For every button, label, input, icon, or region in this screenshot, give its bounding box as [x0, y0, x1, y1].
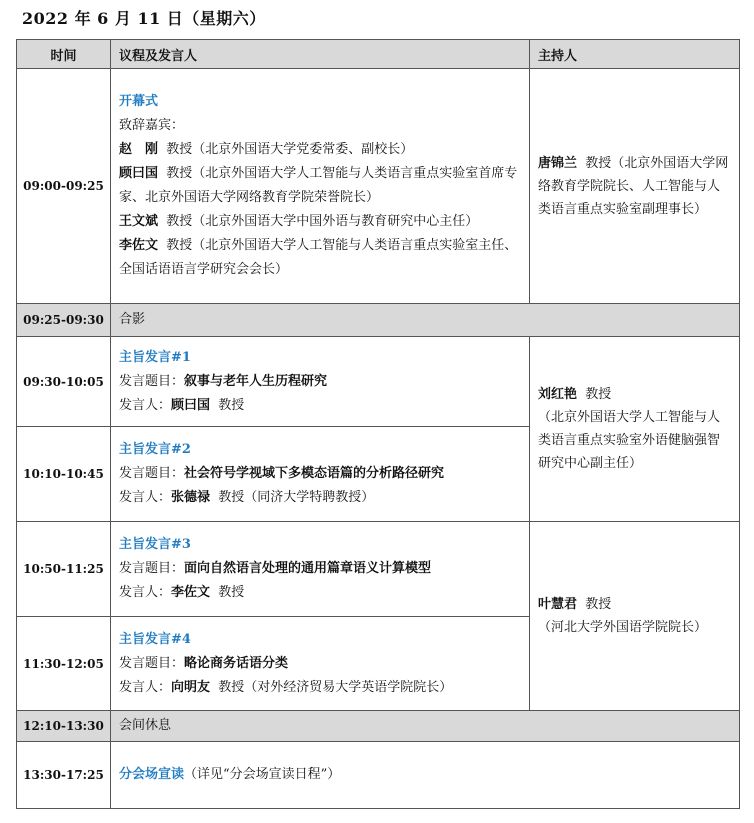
host-desc: 教授（北京外国语大学网络教育学院院长、人工智能与人类语言重点实验室副理事长）: [538, 155, 729, 217]
time-cell: 12:10-13:30: [17, 711, 111, 742]
agenda-cell: [111, 617, 530, 711]
schedule-table: [16, 39, 740, 809]
time-cell: 09:00-09:25: [17, 69, 111, 304]
keynote-title: 主旨发言#3: [119, 537, 191, 552]
time-cell: 11:30-12:05: [17, 617, 111, 711]
host-cell: [530, 69, 740, 304]
time-cell: 13:30-17:25: [17, 742, 111, 809]
topic-text: 社会符号学视域下多模态语篇的分析路径研究: [184, 466, 445, 481]
host-cell: [530, 522, 740, 711]
header-host: 主持人: [530, 40, 740, 69]
agenda-cell: [111, 69, 530, 304]
sessions-note: （详见“分会场宣读日程”）: [184, 767, 341, 782]
speaker-name: 赵 刚: [119, 142, 159, 157]
time-cell: 10:10-10:45: [17, 427, 111, 522]
topic-line: [119, 370, 521, 394]
session-title: 开幕式: [119, 94, 159, 109]
sessions-cell: [111, 742, 740, 809]
header-time: 时间: [17, 40, 111, 69]
speaker-desc: 教授（北京外国语大学人工智能与人类语言重点实验室主任、全国话语语言学研究会会长）: [119, 238, 518, 277]
speaker-line: [119, 676, 521, 700]
keynote-title: 主旨发言#1: [119, 349, 191, 365]
host-title: 教授: [585, 597, 612, 612]
table-row-break: [17, 711, 740, 742]
table-row-photo: [17, 304, 740, 337]
topic-label: 发言题目：: [119, 466, 185, 481]
table-row-keynote: [17, 522, 740, 617]
host-name: 叶慧君: [538, 597, 578, 612]
agenda-cell: [111, 427, 530, 522]
agenda-cell: [111, 522, 530, 617]
speaker-desc: 教授（同济大学特聘教授）: [218, 490, 375, 505]
page-title: 2022 年 6 月 11 日（星期六）: [22, 9, 266, 28]
speaker-desc: 教授（北京外国语大学党委常委、副校长）: [166, 142, 414, 157]
speaker-line: [119, 210, 521, 234]
topic-text: 面向自然语言处理的通用篇章语义计算模型: [184, 561, 432, 576]
host-name: 唐锦兰: [538, 155, 578, 171]
speaker-desc: 教授: [218, 397, 245, 413]
time-cell: 09:25-09:30: [17, 304, 111, 337]
sessions-title: 分会场宣读: [119, 767, 185, 782]
speaker-desc: 教授: [218, 585, 245, 600]
topic-label: 发言题目：: [119, 561, 185, 576]
photo-label: 合影: [111, 304, 740, 337]
host-title: 教授: [585, 387, 612, 402]
break-label: 会间休息: [111, 711, 740, 742]
topic-label: 发言题目：: [119, 373, 185, 389]
keynote-title: 主旨发言#2: [119, 442, 191, 457]
speaker-name: 王文斌: [119, 214, 159, 229]
speaker-name: 顾曰国: [171, 397, 211, 413]
speaker-label: 发言人：: [119, 679, 172, 695]
topic-line: [119, 557, 521, 581]
topic-text: 略论商务话语分类: [184, 655, 289, 671]
host-cell: [530, 337, 740, 522]
speaker-line: [119, 486, 521, 510]
table-row-opening: [17, 69, 740, 304]
speaker-label: 发言人：: [119, 490, 172, 505]
host-desc: （河北大学外国语学院院长）: [538, 620, 708, 635]
topic-label: 发言题目：: [119, 655, 185, 671]
keynote-title: 主旨发言#4: [119, 631, 191, 647]
speaker-desc: 教授（北京外国语大学中国外语与教育研究中心主任）: [166, 214, 479, 229]
speaker-name: 李佐文: [171, 585, 211, 600]
speaker-label: 发言人：: [119, 397, 172, 413]
table-row-sessions: [17, 742, 740, 809]
subtitle: 致辞嘉宾：: [119, 118, 185, 133]
table-row-keynote: [17, 337, 740, 427]
speaker-line: [119, 138, 521, 162]
topic-text: 叙事与老年人生历程研究: [184, 373, 328, 389]
speaker-line: [119, 162, 521, 210]
speaker-line: [119, 394, 521, 418]
host-name: 刘红艳: [538, 387, 578, 402]
speaker-line: [119, 234, 521, 282]
speaker-name: 张德禄: [171, 490, 211, 505]
host-desc: （北京外国语大学人工智能与人类语言重点实验室外语健脑强智研究中心副主任）: [538, 410, 721, 471]
time-cell: 09:30-10:05: [17, 337, 111, 427]
topic-line: [119, 462, 521, 486]
speaker-line: [119, 581, 521, 605]
speaker-desc: 教授（对外经济贸易大学英语学院院长）: [218, 679, 453, 695]
header-row: [17, 40, 740, 69]
header-agenda: 议程及发言人: [111, 40, 530, 69]
topic-line: [119, 652, 521, 676]
time-cell: 10:50-11:25: [17, 522, 111, 617]
speaker-desc: 教授（北京外国语大学人工智能与人类语言重点实验室首席专家、北京外国语大学网络教育学院荣誉院长）: [119, 166, 518, 205]
speaker-name: 向明友: [171, 679, 211, 695]
agenda-cell: [111, 337, 530, 427]
speaker-label: 发言人：: [119, 585, 172, 600]
speaker-name: 顾曰国: [119, 166, 159, 181]
speaker-name: 李佐文: [119, 238, 159, 253]
